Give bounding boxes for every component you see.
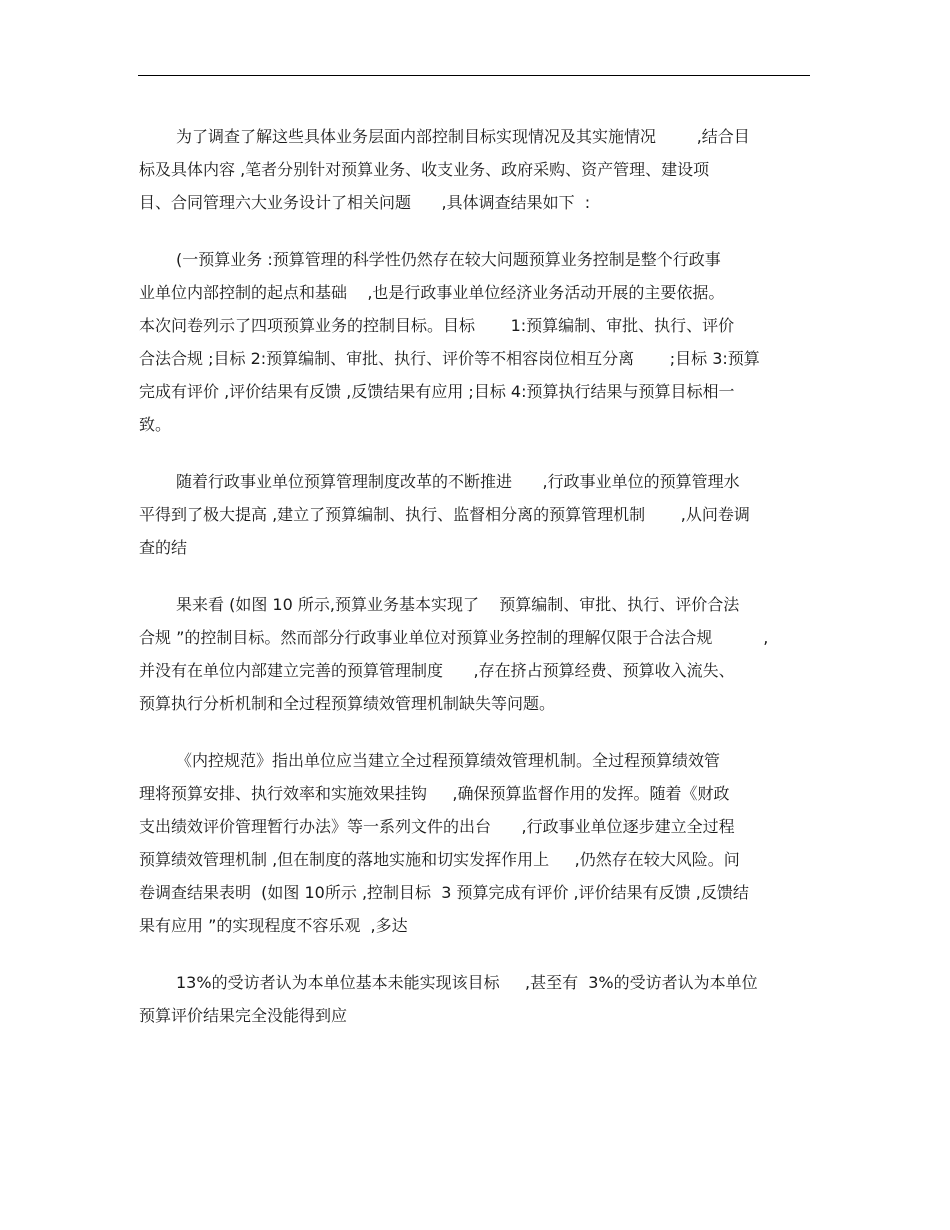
text-line: 并没有在单位内部建立完善的预算管理制度 ,存在挤占预算经费、预算收入流失、 [139, 661, 735, 680]
paragraph [139, 744, 829, 942]
text-line: 本次问卷列示了四项预算业务的控制目标。目标 1:预算编制、审批、执行、评价 [139, 316, 735, 335]
text-line: 预算执行分析机制和全过程预算绩效管理机制缺失等问题。 [139, 694, 556, 713]
text-line: 完成有评价 ,评价结果有反馈 ,反馈结果有应用 ;目标 4:预算执行结果与预算目标相一 [139, 382, 735, 401]
paragraph [139, 120, 829, 219]
text-line: 《内控规范》指出单位应当建立全过程预算绩效管理机制。全过程预算绩效管 [176, 751, 721, 770]
text-line: 13%的受访者认为本单位基本未能实现该目标 ,甚至有 3%的受访者认为本单位 [176, 973, 758, 992]
text-line: 目、合同管理六大业务设计了相关问题 ,具体调查结果如下 : [139, 193, 591, 212]
text-line: 业单位内部控制的起点和基础 ,也是行政事业单位经济业务活动开展的主要依据。 [139, 283, 725, 302]
text-line: (一预算业务 :预算管理的科学性仍然存在较大问题预算业务控制是整个行政事 [176, 250, 721, 269]
paragraph [139, 588, 829, 720]
header-rule [138, 75, 810, 76]
paragraph [139, 465, 829, 564]
text-line: 果来看 (如图 10 所示,预算业务基本实现了 预算编制、审批、执行、评价合法 [176, 595, 740, 614]
text-line: 随着行政事业单位预算管理制度改革的不断推进 ,行政事业单位的预算管理水 [176, 472, 740, 491]
text-line: 卷调查结果表明 (如图 10所示 ,控制目标 3 预算完成有评价 ,评价结果有反馈 ,反馈结 [139, 883, 749, 902]
paragraph [139, 966, 829, 1032]
text-line: 理将预算安排、执行效率和实施效果挂钩 ,确保预算监督作用的发挥。随着《财政 [139, 784, 730, 803]
text-line: 标及具体内容 ,笔者分别针对预算业务、收支业务、政府采购、资产管理、建设项 [139, 160, 710, 179]
text-line: 支出绩效评价管理暂行办法》等一系列文件的出台 ,行政事业单位逐步建立全过程 [139, 817, 735, 836]
text-line: 平得到了极大提高 ,建立了预算编制、执行、监督相分离的预算管理机制 ,从问卷调 [139, 505, 750, 524]
text-line: 致。 [139, 415, 172, 434]
document-body [139, 120, 829, 1056]
paragraph [139, 243, 829, 441]
text-line: 为了调查了解这些具体业务层面内部控制目标实现情况及其实施情况 ,结合目 [176, 127, 750, 146]
text-line: 合规 ”的控制目标。然而部分行政事业单位对预算业务控制的理解仅限于合法合规 , [139, 628, 769, 647]
text-line: 查的结 [139, 538, 188, 557]
text-line: 果有应用 ”的实现程度不容乐观 ,多达 [139, 916, 408, 935]
text-line: 预算评价结果完全没能得到应 [139, 1006, 348, 1025]
text-line: 合法合规 ;目标 2:预算编制、审批、执行、评价等不相容岗位相互分离 ;目标 3:预算 [139, 349, 760, 368]
text-line: 预算绩效管理机制 ,但在制度的落地实施和切实发挥作用上 ,仍然存在较大风险。问 [139, 850, 740, 869]
